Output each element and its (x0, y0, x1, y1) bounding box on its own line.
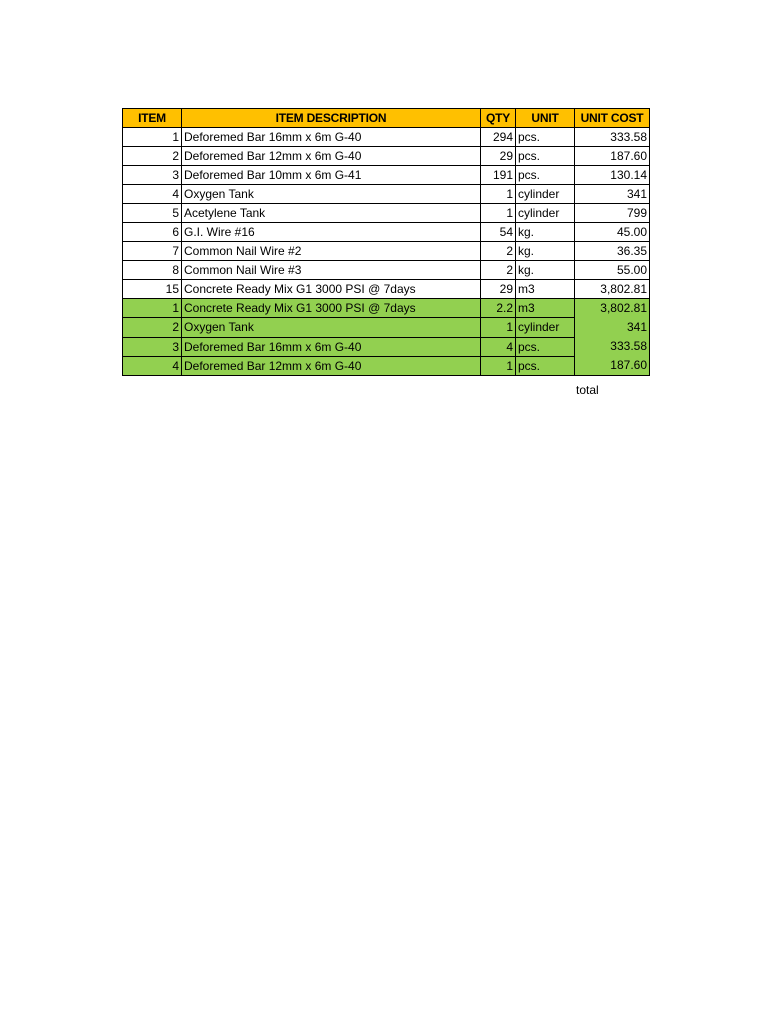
cell-unit: cylinder (516, 204, 575, 223)
cell-qty: 4 (481, 337, 516, 356)
cell-qty: 54 (481, 223, 516, 242)
cell-qty: 191 (481, 166, 516, 185)
cell-unit-cost: 45.00 (575, 223, 650, 242)
cell-unit: kg. (516, 242, 575, 261)
cell-qty: 1 (481, 318, 516, 337)
cell-unit: pcs. (516, 356, 575, 375)
cell-unit-cost: 36.35 (575, 242, 650, 261)
cell-qty: 2 (481, 261, 516, 280)
cell-unit: kg. (516, 223, 575, 242)
table-row (123, 166, 650, 185)
highlight-cost-value: 333.58 (610, 339, 647, 353)
cell-unit: pcs. (516, 337, 575, 356)
cell-item: 8 (123, 261, 182, 280)
cell-unit-cost: 799 (575, 204, 650, 223)
cell-unit: pcs. (516, 128, 575, 147)
cell-unit: m3 (516, 280, 575, 299)
highlight-row (123, 299, 650, 318)
cell-item: 6 (123, 223, 182, 242)
highlight-row (123, 356, 650, 375)
cell-unit-cost: 187.60 (575, 147, 650, 166)
header-unit-cost: UNIT COST (575, 109, 650, 128)
table-row (123, 223, 650, 242)
cell-description: Common Nail Wire #2 (182, 242, 481, 261)
cell-item: 1 (123, 128, 182, 147)
cell-qty: 2 (481, 242, 516, 261)
header-item: ITEM (123, 109, 182, 128)
cell-item: 1 (123, 299, 182, 318)
header-row (123, 109, 650, 128)
cell-description: Common Nail Wire #3 (182, 261, 481, 280)
cell-unit-cost: 3,802.81 (575, 280, 650, 299)
table-row (123, 128, 650, 147)
cell-qty: 1 (481, 185, 516, 204)
header-qty: QTY (481, 109, 516, 128)
cell-item: 15 (123, 280, 182, 299)
highlight-cost-value: 341 (626, 320, 647, 334)
cell-description: Oxygen Tank (182, 185, 481, 204)
cell-unit: pcs. (516, 166, 575, 185)
cell-description: Deforemed Bar 16mm x 6m G-40 (182, 337, 481, 356)
highlight-cost-value: 3,802.81 (600, 301, 647, 315)
table-row (123, 280, 650, 299)
cell-description: Deforemed Bar 12mm x 6m G-40 (182, 356, 481, 375)
cell-qty: 1 (481, 204, 516, 223)
table-row (123, 185, 650, 204)
cell-unit-cost: 341 (575, 185, 650, 204)
cell-description: Concrete Ready Mix G1 3000 PSI @ 7days (182, 299, 481, 318)
table-row (123, 147, 650, 166)
cell-item: 2 (123, 147, 182, 166)
cell-item: 5 (123, 204, 182, 223)
cell-qty: 2.2 (481, 299, 516, 318)
cell-unit: pcs. (516, 147, 575, 166)
cell-description: Deforemed Bar 12mm x 6m G-40 (182, 147, 481, 166)
cell-item: 3 (123, 337, 182, 356)
cell-item: 7 (123, 242, 182, 261)
cell-unit: m3 (516, 299, 575, 318)
cell-description: Deforemed Bar 16mm x 6m G-40 (182, 128, 481, 147)
cell-qty: 294 (481, 128, 516, 147)
cell-unit: cylinder (516, 318, 575, 337)
cell-unit-cost: 55.00 (575, 261, 650, 280)
cell-item: 3 (123, 166, 182, 185)
cell-description: Deforemed Bar 10mm x 6m G-41 (182, 166, 481, 185)
highlight-cost-cell (575, 299, 650, 376)
cell-qty: 29 (481, 147, 516, 166)
table-row (123, 204, 650, 223)
cell-item: 2 (123, 318, 182, 337)
header-description: ITEM DESCRIPTION (182, 109, 481, 128)
cell-item: 4 (123, 185, 182, 204)
cell-description: Concrete Ready Mix G1 3000 PSI @ 7days (182, 280, 481, 299)
cell-unit-cost: 130.14 (575, 166, 650, 185)
header-unit: UNIT (516, 109, 575, 128)
cell-item: 4 (123, 356, 182, 375)
highlight-cost-value: 187.60 (610, 358, 647, 372)
highlight-row (123, 337, 650, 356)
highlight-row (123, 318, 650, 337)
table-row (123, 242, 650, 261)
cell-description: Acetylene Tank (182, 204, 481, 223)
cell-unit: kg. (516, 261, 575, 280)
cell-qty: 29 (481, 280, 516, 299)
materials-table (122, 108, 650, 376)
cell-unit: cylinder (516, 185, 575, 204)
cell-unit-cost: 333.58 (575, 128, 650, 147)
total-label: total (576, 383, 599, 397)
table-row (123, 261, 650, 280)
cell-qty: 1 (481, 356, 516, 375)
cell-description: G.I. Wire #16 (182, 223, 481, 242)
cell-description: Oxygen Tank (182, 318, 481, 337)
